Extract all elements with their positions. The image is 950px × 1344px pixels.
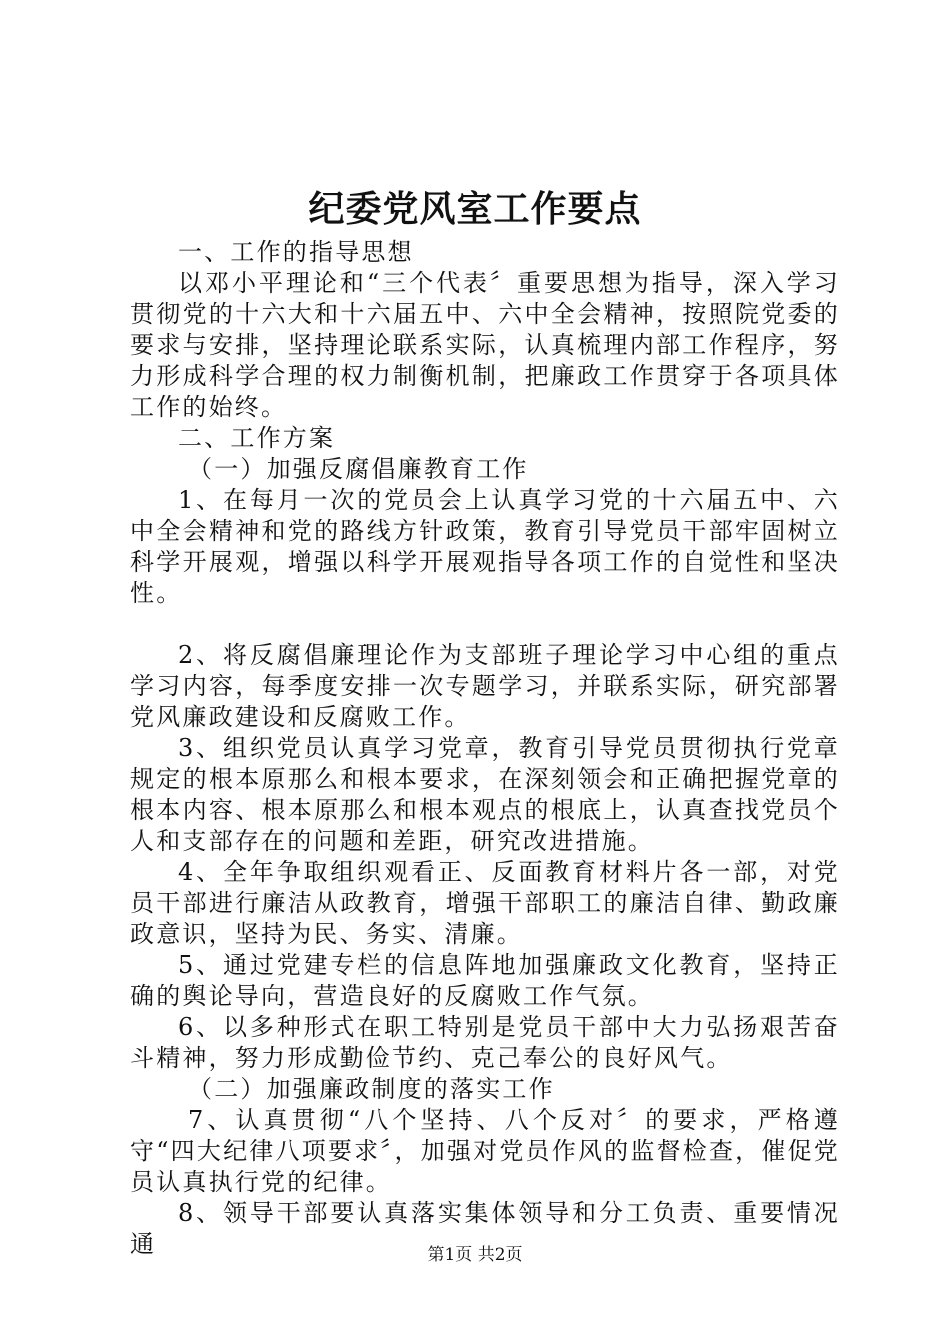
page-indicator: 第1页 共2页	[427, 1245, 523, 1265]
section-heading: 二、工作方案	[178, 424, 336, 452]
paragraph: 以邓小平理论和“三个代表〞重要思想为指导，深入学习贯彻党的十六大和十六届五中、六中全会精神，按照院党委的要求与安排，坚持理论联系实际，认真梳理内部工作程序，努力形成科学合理的权力制衡机制，把廉政工作贯穿于各项具体工作的始终。	[130, 269, 840, 421]
document-title: 纪委党风室工作要点	[308, 188, 642, 230]
document-body	[130, 237, 840, 1260]
list-item: 3、组织党员认真学习党章，教育引导党员贯彻执行党章规定的根本原那么和根本要求，在深刻领会和正确把握党章的根本内容、根本原那么和根本观点的根底上，认真查找党员个人和支部存在的问题和差距，研究改进措施。	[130, 734, 840, 855]
list-item: 5、通过党建专栏的信息阵地加强廉政文化教育，坚持正确的舆论导向，营造良好的反腐败工作气氛。	[130, 951, 840, 1010]
list-item: 1、在每月一次的党员会上认真学习党的十六届五中、六中全会精神和党的路线方针政策，教育引导党员干部牢固树立科学开展观，增强以科学开展观指导各项工作的自觉性和坚决性。	[130, 486, 840, 607]
list-item: 8、领导干部要认真落实集体领导和分工负责、重要情况通	[130, 1199, 840, 1258]
subsection-heading: （一）加强反腐倡廉教育工作	[188, 455, 529, 483]
list-item: 6、以多种形式在职工特别是党员干部中大力弘扬艰苦奋斗精神，努力形成勤俭节约、克己奉公的良好风气。	[130, 1013, 840, 1072]
list-item: 7、认真贯彻“八个坚持、八个反对〞的要求，严格遵守“四大纪律八项要求〞，加强对党员作风的监督检查，催促党员认真执行党的纪律。	[130, 1106, 840, 1196]
list-item: 4、全年争取组织观看正、反面教育材料片各一部，对党员干部进行廉洁从政教育，增强干部职工的廉洁自律、勤政廉政意识，坚持为民、务实、清廉。	[130, 858, 840, 948]
list-item: 2、将反腐倡廉理论作为支部班子理论学习中心组的重点学习内容，每季度安排一次专题学习，并联系实际，研究部署党风廉政建设和反腐败工作。	[130, 641, 840, 731]
section-heading: 一、工作的指导思想	[178, 238, 414, 266]
subsection-heading: （二）加强廉政制度的落实工作	[188, 1075, 555, 1103]
